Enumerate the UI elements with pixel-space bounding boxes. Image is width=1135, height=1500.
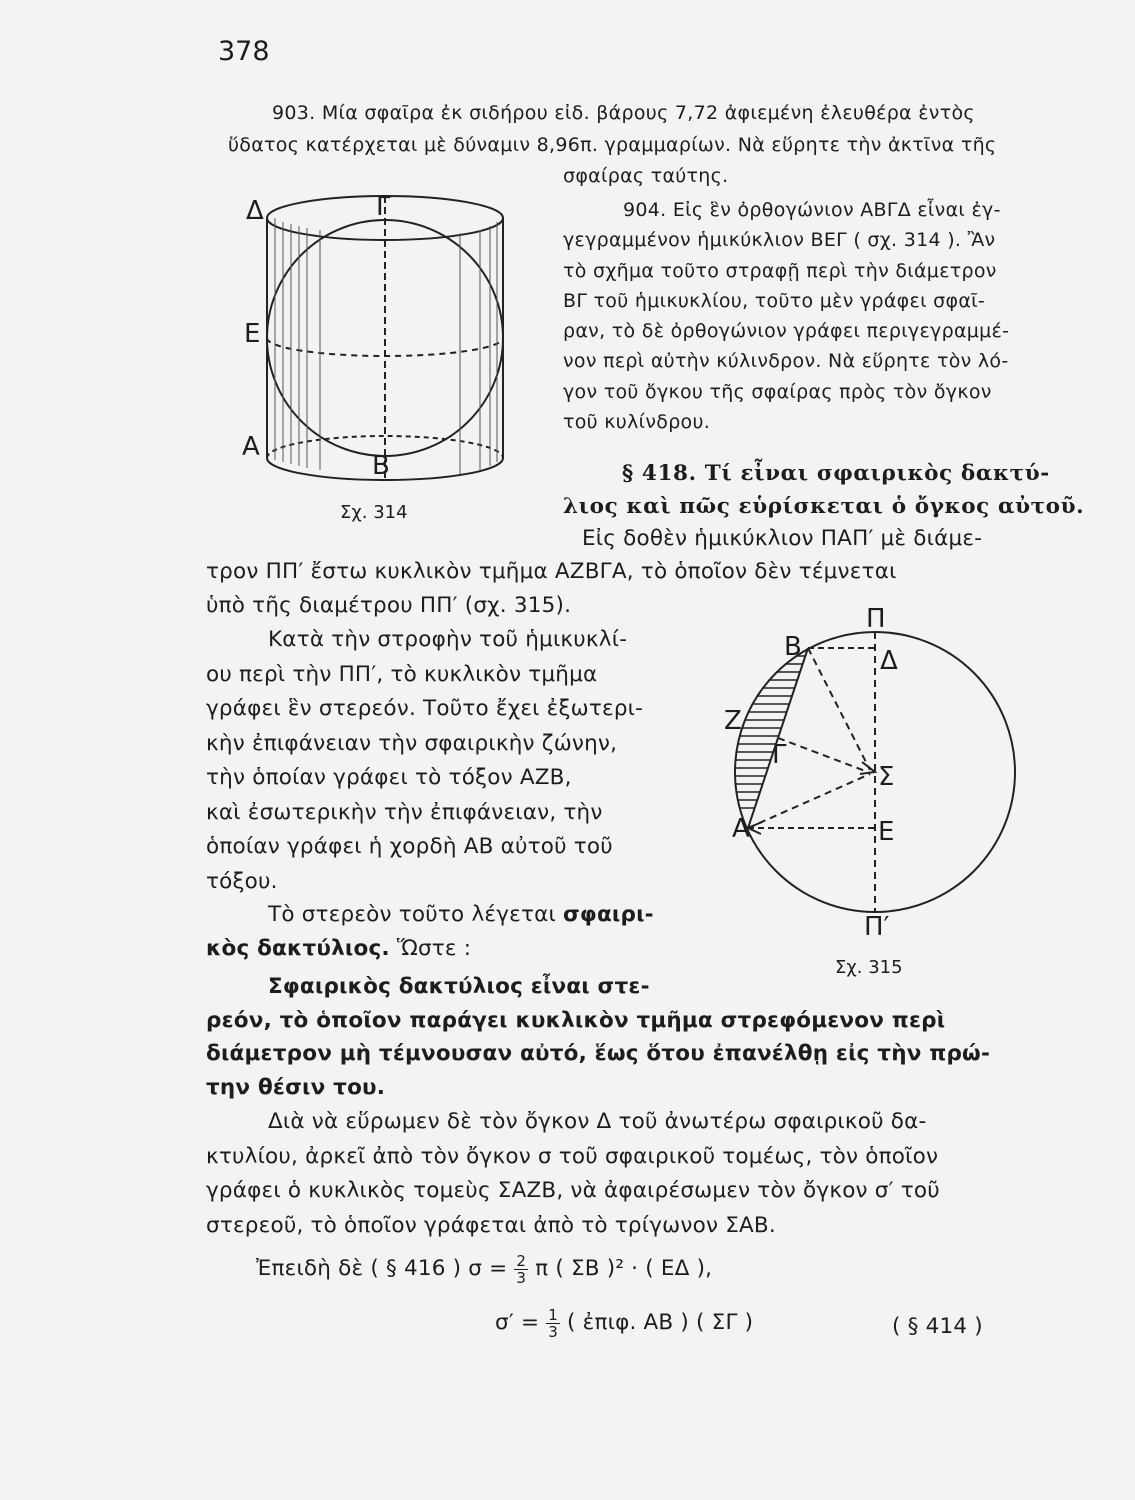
p4-line: κτυλίου, ἀρκεῖ ἀπὸ τὸν ὄγκον σ τοῦ σφαιρικοῦ τομέως, τὸν ὁποῖον bbox=[206, 1143, 939, 1169]
arrow-head-sigma bbox=[860, 762, 875, 774]
formula-1-numerator: 2 bbox=[516, 1251, 527, 1270]
definition-line3: διάμετρον μὴ τέμνουσαν αὐτό, ἕως ὅτου ἐπανέλθῃ εἰς τὴν πρώ- bbox=[206, 1041, 991, 1066]
fig315-label-gamma: Γ bbox=[772, 740, 787, 770]
formula-2-numerator: 1 bbox=[548, 1305, 558, 1324]
exercise-904-line: νον περὶ αὐτὴν κύλινδρον. Νὰ εὕρητε τὸν λό- bbox=[563, 350, 1009, 373]
exercise-903-line2: ὕδατος κατέρχεται μὲ δύναμιν 8,96π. γραμμαρίων. Νὰ εὕρητε τὴν ἀκτῖνα τῆς bbox=[228, 134, 997, 156]
formula-1-denominator: 3 bbox=[516, 1268, 527, 1287]
fig315-label-alpha: Α bbox=[732, 814, 750, 844]
page-number: 378 bbox=[218, 36, 270, 67]
exercise-903-line1: 903. Μία σφαῖρα ἐκ σιδήρου εἰδ. βάρους 7,72 ἀφιεμένη ἐλευθέρα ἐντὸς bbox=[272, 102, 975, 124]
p3-rest: Ὥστε : bbox=[396, 936, 472, 961]
p4-line: Διὰ νὰ εὕρωμεν δὲ τὸν ὄγκον Δ τοῦ ἀνωτέρω σφαιρικοῦ δα- bbox=[268, 1109, 927, 1134]
p3-plain: Τὸ στερεὸν τοῦτο λέγεται bbox=[268, 902, 556, 927]
p2-line: Κατὰ τὴν στροφὴν τοῦ ἡμικυκλί- bbox=[268, 627, 628, 652]
p4-line: γράφει ὁ κυκλικὸς τομεὺς ΣΑΖΒ, νὰ ἀφαιρέσωμεν τὸν ὄγκον σ′ τοῦ bbox=[206, 1178, 940, 1203]
p2-line: τὴν ὁποίαν γράφει τὸ τόξον ΑΖΒ, bbox=[206, 765, 572, 790]
p1-line3: ὑπὸ τῆς διαμέτρου ΠΠ′ (σχ. 315). bbox=[206, 593, 572, 618]
p2-line: τόξου. bbox=[206, 868, 278, 894]
segment-sg bbox=[778, 738, 868, 772]
definition-line2: ρεόν, τὸ ὁποῖον παράγει κυκλικὸν τμῆμα στρεφόμενον περὶ bbox=[206, 1008, 946, 1033]
fig315-label-delta: Δ bbox=[880, 646, 898, 676]
fig315-label-pi: Π bbox=[866, 604, 886, 634]
exercise-903-line3: σφαίρας ταύτης. bbox=[563, 165, 729, 187]
p3-term-part1: σφαιρι- bbox=[562, 902, 654, 927]
fig314-label-epsilon: Ε bbox=[244, 319, 261, 349]
formula-2-reference: ( § 414 ) bbox=[892, 1314, 983, 1339]
exercise-904-line: ραν, τὸ δὲ ὀρθογώνιον γράφει περιγεγραμμέ- bbox=[563, 320, 1010, 343]
exercise-904-line: γεγραμμένον ἡμικύκλιον ΒΕΓ ( σχ. 314 ). Ἂν bbox=[563, 229, 996, 252]
radius-sa bbox=[748, 774, 870, 828]
exercise-904-line: 904. Εἰς ἓν ὀρθογώνιον ΑΒΓΔ εἶναι ἐγ- bbox=[623, 199, 1001, 221]
exercise-904-line: γον τοῦ ὄγκου τῆς σφαίρας πρὸς τὸν ὄγκον bbox=[563, 380, 992, 403]
fig315-label-pi-prime: Π′ bbox=[864, 912, 890, 942]
p2-line: γράφει ἓν στερεόν. Τοῦτο ἔχει ἐξωτερι- bbox=[206, 696, 644, 721]
formula-2-prefix: σ′ = bbox=[495, 1310, 540, 1335]
fig314-label-gamma: Γ bbox=[376, 192, 391, 222]
section-418-heading-line2: λιος καὶ πῶς εὑρίσκεται ὁ ὄγκος αὐτοῦ. bbox=[563, 494, 1085, 519]
exercise-904-line: τὸ σχῆμα τοῦτο στραφῇ περὶ τὴν διάμετρον bbox=[563, 259, 997, 282]
figure-314-caption: Σχ. 314 bbox=[340, 502, 408, 523]
formula-2-denominator: 3 bbox=[548, 1322, 558, 1341]
definition-line1: Σφαιρικὸς δακτύλιος εἶναι στε- bbox=[268, 974, 650, 999]
fig314-label-delta: Δ bbox=[246, 196, 264, 226]
fig314-label-alpha: Α bbox=[242, 432, 260, 462]
fig315-label-sigma: Σ bbox=[878, 762, 895, 792]
exercise-904-line: τοῦ κυλίνδρου. bbox=[563, 411, 711, 434]
p2-line: κὴν ἐπιφάνειαν τὴν σφαιρικὴν ζώνην, bbox=[206, 730, 618, 756]
p2-line: ου περὶ τὴν ΠΠ′, τὸ κυκλικὸν τμῆμα bbox=[206, 661, 598, 687]
radius-sb bbox=[808, 648, 870, 770]
p2-line: ὁποίαν γράφει ἡ χορδὴ ΑΒ αὐτοῦ τοῦ bbox=[206, 834, 613, 859]
definition-line4: την θέσιν του. bbox=[206, 1075, 386, 1100]
p4-line: στερεοῦ, τὸ ὁποῖον γράφεται ἀπὸ τὸ τρίγωνον ΣΑΒ. bbox=[206, 1212, 776, 1238]
section-418-heading-line1: § 418. Τί εἶναι σφαιρικὸς δακτύ- bbox=[622, 461, 1050, 486]
fig314-label-beta: Β bbox=[372, 451, 390, 481]
p2-line: καὶ ἐσωτερικὴν τὴν ἐπιφάνειαν, τὴν bbox=[206, 799, 603, 825]
exercise-904-line: ΒΓ τοῦ ἡμικυκλίου, τοῦτο μὲν γράφει σφαῖ- bbox=[563, 289, 986, 312]
formula-1-suffix: π ( ΣΒ )² · ( ΕΔ ), bbox=[535, 1256, 713, 1281]
fig315-label-epsilon: Ε bbox=[878, 817, 895, 847]
p1-line2: τρον ΠΠ′ ἔστω κυκλικὸν τμῆμα ΑΖΒΓΑ, τὸ ὁποῖον δὲν τέμνεται bbox=[206, 559, 897, 584]
p3-term-part2: κὸς δακτύλιος. bbox=[206, 936, 390, 961]
fig315-label-zeta: Ζ bbox=[724, 706, 742, 736]
formula-2-suffix: ( ἐπιφ. ΑΒ ) ( ΣΓ ) bbox=[567, 1310, 754, 1335]
fig315-label-beta: Β bbox=[784, 632, 802, 662]
p1-line1: Εἰς δοθὲν ἡμικύκλιον ΠΑΠ′ μὲ διάμε- bbox=[582, 526, 983, 551]
figure-315-caption: Σχ. 315 bbox=[835, 957, 903, 978]
formula-1-prefix: Ἐπειδὴ δὲ ( § 416 ) σ = bbox=[256, 1256, 508, 1281]
